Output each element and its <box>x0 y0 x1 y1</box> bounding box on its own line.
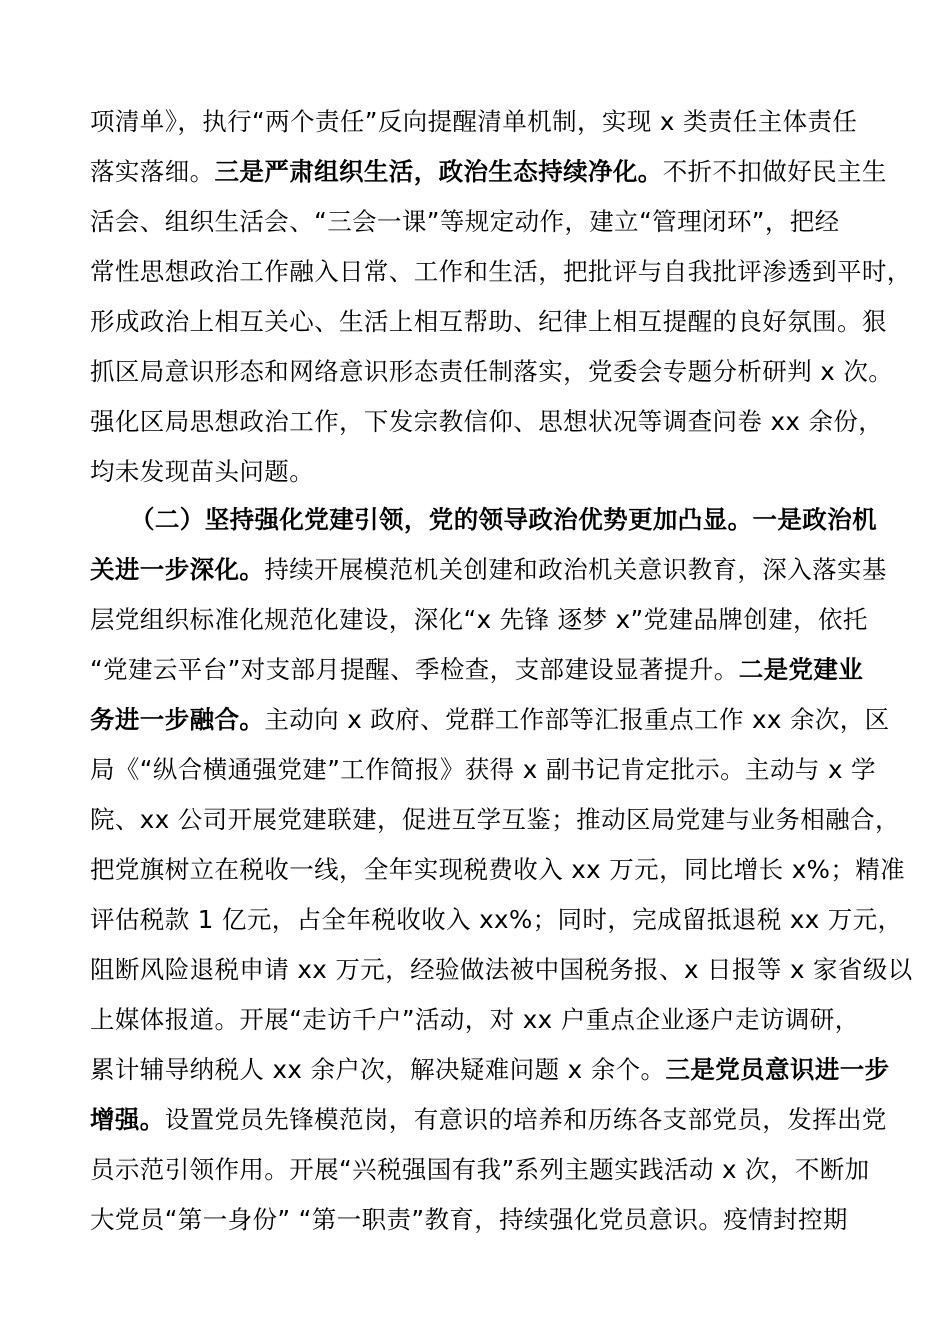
text-segment: 常性思想政治工作融入日常、工作和生活，把批评与自我批评渗透到平时， <box>90 257 912 286</box>
text-segment: 阻断风险退税申请 xx 万元，经验做法被中国税务报、x 日报等 x 家省级以 <box>90 955 913 984</box>
text-line <box>90 307 887 337</box>
bold-text-segment: 二是党建业 <box>738 655 864 684</box>
text-line <box>130 505 877 535</box>
text-line <box>90 1205 848 1235</box>
bold-text-segment: 三是党员意识进一步 <box>665 1055 890 1084</box>
text-line <box>90 855 905 885</box>
text-line <box>90 1105 887 1135</box>
text-line <box>90 555 887 585</box>
text-segment: 持续开展模范机关创建和政治机关意识教育，深入落实基 <box>264 555 887 584</box>
text-line <box>90 755 876 785</box>
text-segment: 抓区局意识形态和网络意识形态责任制落实，党委会专题分析研判 x 次。 <box>90 357 894 386</box>
text-line <box>90 805 900 835</box>
text-segment: 形成政治上相互关心、生活上相互帮助、纪律上相互提醒的良好氛围。狠 <box>90 307 887 336</box>
text-line <box>90 457 314 487</box>
text-segment: 落实落细。 <box>90 157 215 186</box>
text-line <box>90 107 857 137</box>
text-line <box>90 1055 890 1085</box>
text-segment: 评估税款 1 亿元，占全年税收收入 xx%；同时，完成留抵退税 xx 万元， <box>90 905 903 934</box>
text-segment: 大党员“第一身份” “第一职责”教育，持续强化党员意识。疫情封控期 <box>90 1205 848 1234</box>
text-line <box>90 257 912 287</box>
text-line <box>90 705 890 735</box>
text-segment: 上媒体报道。开展“走访千户”活动，对 xx 户重点企业逐户走访调研， <box>90 1005 860 1034</box>
text-line <box>90 207 840 237</box>
text-segment: 员示范引领作用。开展“兴税强国有我”系列主题实践活动 x 次，不断加 <box>90 1155 870 1184</box>
text-line <box>90 157 887 187</box>
text-segment: 局《“纵合横通强党建”工作简报》获得 x 副书记肯定批示。主动与 x 学 <box>90 755 876 784</box>
text-segment: 层党组织标准化规范化建设，深化“x 先锋 逐梦 x”党建品牌创建，依托 <box>90 605 868 634</box>
bold-text-segment: 关进一步深化。 <box>90 555 265 584</box>
bold-text-segment: （二）坚持强化党建引领，党的领导政治优势更加凸显。一是政治机 <box>130 505 877 534</box>
text-line <box>90 905 903 935</box>
text-segment: 活会、组织生活会、“三会一课”等规定动作，建立“管理闭环”，把经 <box>90 207 840 236</box>
text-segment: 主动向 x 政府、党群工作部等汇报重点工作 xx 余次，区 <box>264 705 890 734</box>
text-segment: 项清单》，执行“两个责任”反向提醒清单机制，实现 x 类责任主体责任 <box>90 107 858 136</box>
bold-text-segment: 务进一步融合。 <box>90 705 265 734</box>
text-line <box>90 605 868 635</box>
bold-text-segment: 增强。 <box>90 1105 165 1134</box>
text-segment: 累计辅导纳税人 xx 余户次，解决疑难问题 x 余个。 <box>90 1055 666 1084</box>
text-line <box>90 1005 860 1035</box>
text-segment: “党建云平台”对支部月提醒、季检查，支部建设显著提升。 <box>90 655 739 684</box>
text-line <box>90 655 863 685</box>
bold-text-segment: 三是严肃组织生活，政治生态持续净化。 <box>214 157 663 186</box>
text-segment: 设置党员先锋模范岗，有意识的培养和历练各支部党员，发挥出党 <box>164 1105 887 1134</box>
text-segment: 强化区局思想政治工作，下发宗教信仰、思想状况等调查问卷 xx 余份， <box>90 407 884 436</box>
text-segment: 均未发现苗头问题。 <box>90 457 315 486</box>
text-line <box>90 1155 870 1185</box>
text-segment: 把党旗树立在税收一线，全年实现税费收入 xx 万元，同比增长 x%；精准 <box>90 855 906 884</box>
text-segment: 院、xx 公司开展党建联建，促进互学互鉴；推动区局党建与业务相融合， <box>90 805 900 834</box>
text-line <box>90 955 913 985</box>
text-line <box>90 407 883 437</box>
text-segment: 不折不扣做好民主生 <box>662 157 887 186</box>
text-line <box>90 357 893 387</box>
